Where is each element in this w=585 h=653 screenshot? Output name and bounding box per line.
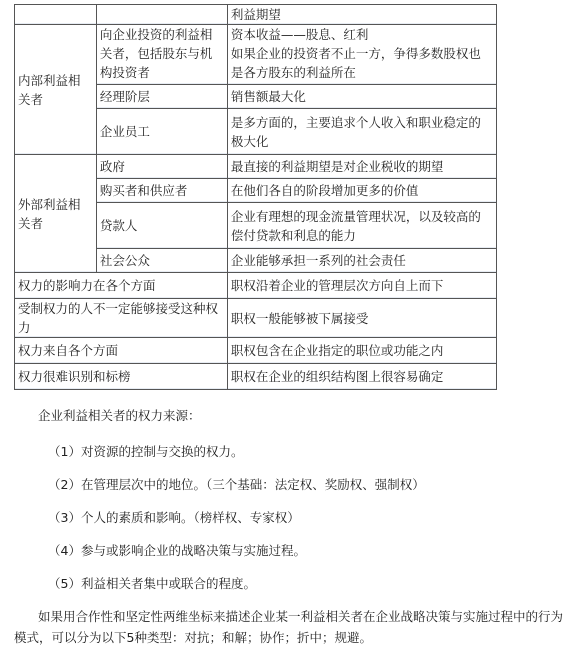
- table-row: [15, 155, 497, 179]
- stakeholder-table: [14, 4, 497, 390]
- table-header-cell: [15, 5, 97, 25]
- power-cell: 权力很难识别和标榜: [15, 364, 228, 390]
- list-item: （5）利益相关者集中或联合的程度。: [48, 576, 256, 591]
- internal-stakeholders-label: 内部利益相关者: [15, 25, 97, 155]
- closing-paragraph: 如果用合作性和坚定性两维坐标来描述企业某一利益相关者在企业战略决策与实施过程中的行为模式，可以分为以下5种类型：对抗；和解；协作；折中；规避。: [14, 609, 564, 645]
- expectation-cell: 在他们各自的阶段增加更多的价值: [227, 179, 496, 203]
- power-cell: 权力来自各个方面: [15, 338, 228, 364]
- party-cell: 企业员工: [96, 109, 227, 155]
- party-cell: 社会公众: [96, 249, 227, 273]
- authority-cell: 职权在企业的组织结构图上很容易确定: [227, 364, 496, 390]
- list-item: （3）个人的素质和影响。（榜样权、专家权）: [48, 510, 300, 525]
- table-header-cell: 利益期望: [227, 5, 496, 25]
- list-item: （2）在管理层次中的地位。（三个基础：法定权、奖励权、强制权）: [48, 477, 425, 492]
- list-item: （1）对资源的控制与交换的权力。: [48, 444, 244, 459]
- authority-cell: 职权一般能够被下属接受: [227, 299, 496, 338]
- expectation-cell: 资本收益——股息、红利 如果企业的投资者不止一方，争得多数股权也是各方股东的利益所在: [227, 25, 496, 85]
- expectation-cell: 销售额最大化: [227, 85, 496, 109]
- party-cell: 购买者和供应者: [96, 179, 227, 203]
- power-cell: 受制权力的人不一定能够接受这种权力: [15, 299, 228, 338]
- list-item: （4）参与或影响企业的战略决策与实施过程。: [48, 543, 306, 558]
- table-row: [15, 25, 497, 85]
- expectation-cell: 最直接的利益期望是对企业税收的期望: [227, 155, 496, 179]
- expectation-cell: 是多方面的，主要追求个人收入和职业稳定的极大化: [227, 109, 496, 155]
- table-row: [15, 299, 497, 338]
- external-stakeholders-label: 外部利益相关者: [15, 155, 97, 273]
- party-cell: 政府: [96, 155, 227, 179]
- power-cell: 权力的影响力在各个方面: [15, 273, 228, 299]
- table-header-cell: [96, 5, 227, 25]
- expectation-cell: 企业有理想的现金流量管理状况，以及较高的偿付贷款和利息的能力: [227, 203, 496, 249]
- expectation-cell: 企业能够承担一系列的社会责任: [227, 249, 496, 273]
- table-row: [15, 338, 497, 364]
- table-row: [15, 273, 497, 299]
- party-cell: 贷款人: [96, 203, 227, 249]
- section-heading: 企业利益相关者的权力来源：: [38, 408, 201, 423]
- table-header-row: [15, 5, 497, 25]
- party-cell: 向企业投资的利益相关者，包括股东与机构投资者: [96, 25, 227, 85]
- authority-cell: 职权沿着企业的管理层次方向自上而下: [227, 273, 496, 299]
- party-cell: 经理阶层: [96, 85, 227, 109]
- table-row: [15, 364, 497, 390]
- authority-cell: 职权包含在企业指定的职位或功能之内: [227, 338, 496, 364]
